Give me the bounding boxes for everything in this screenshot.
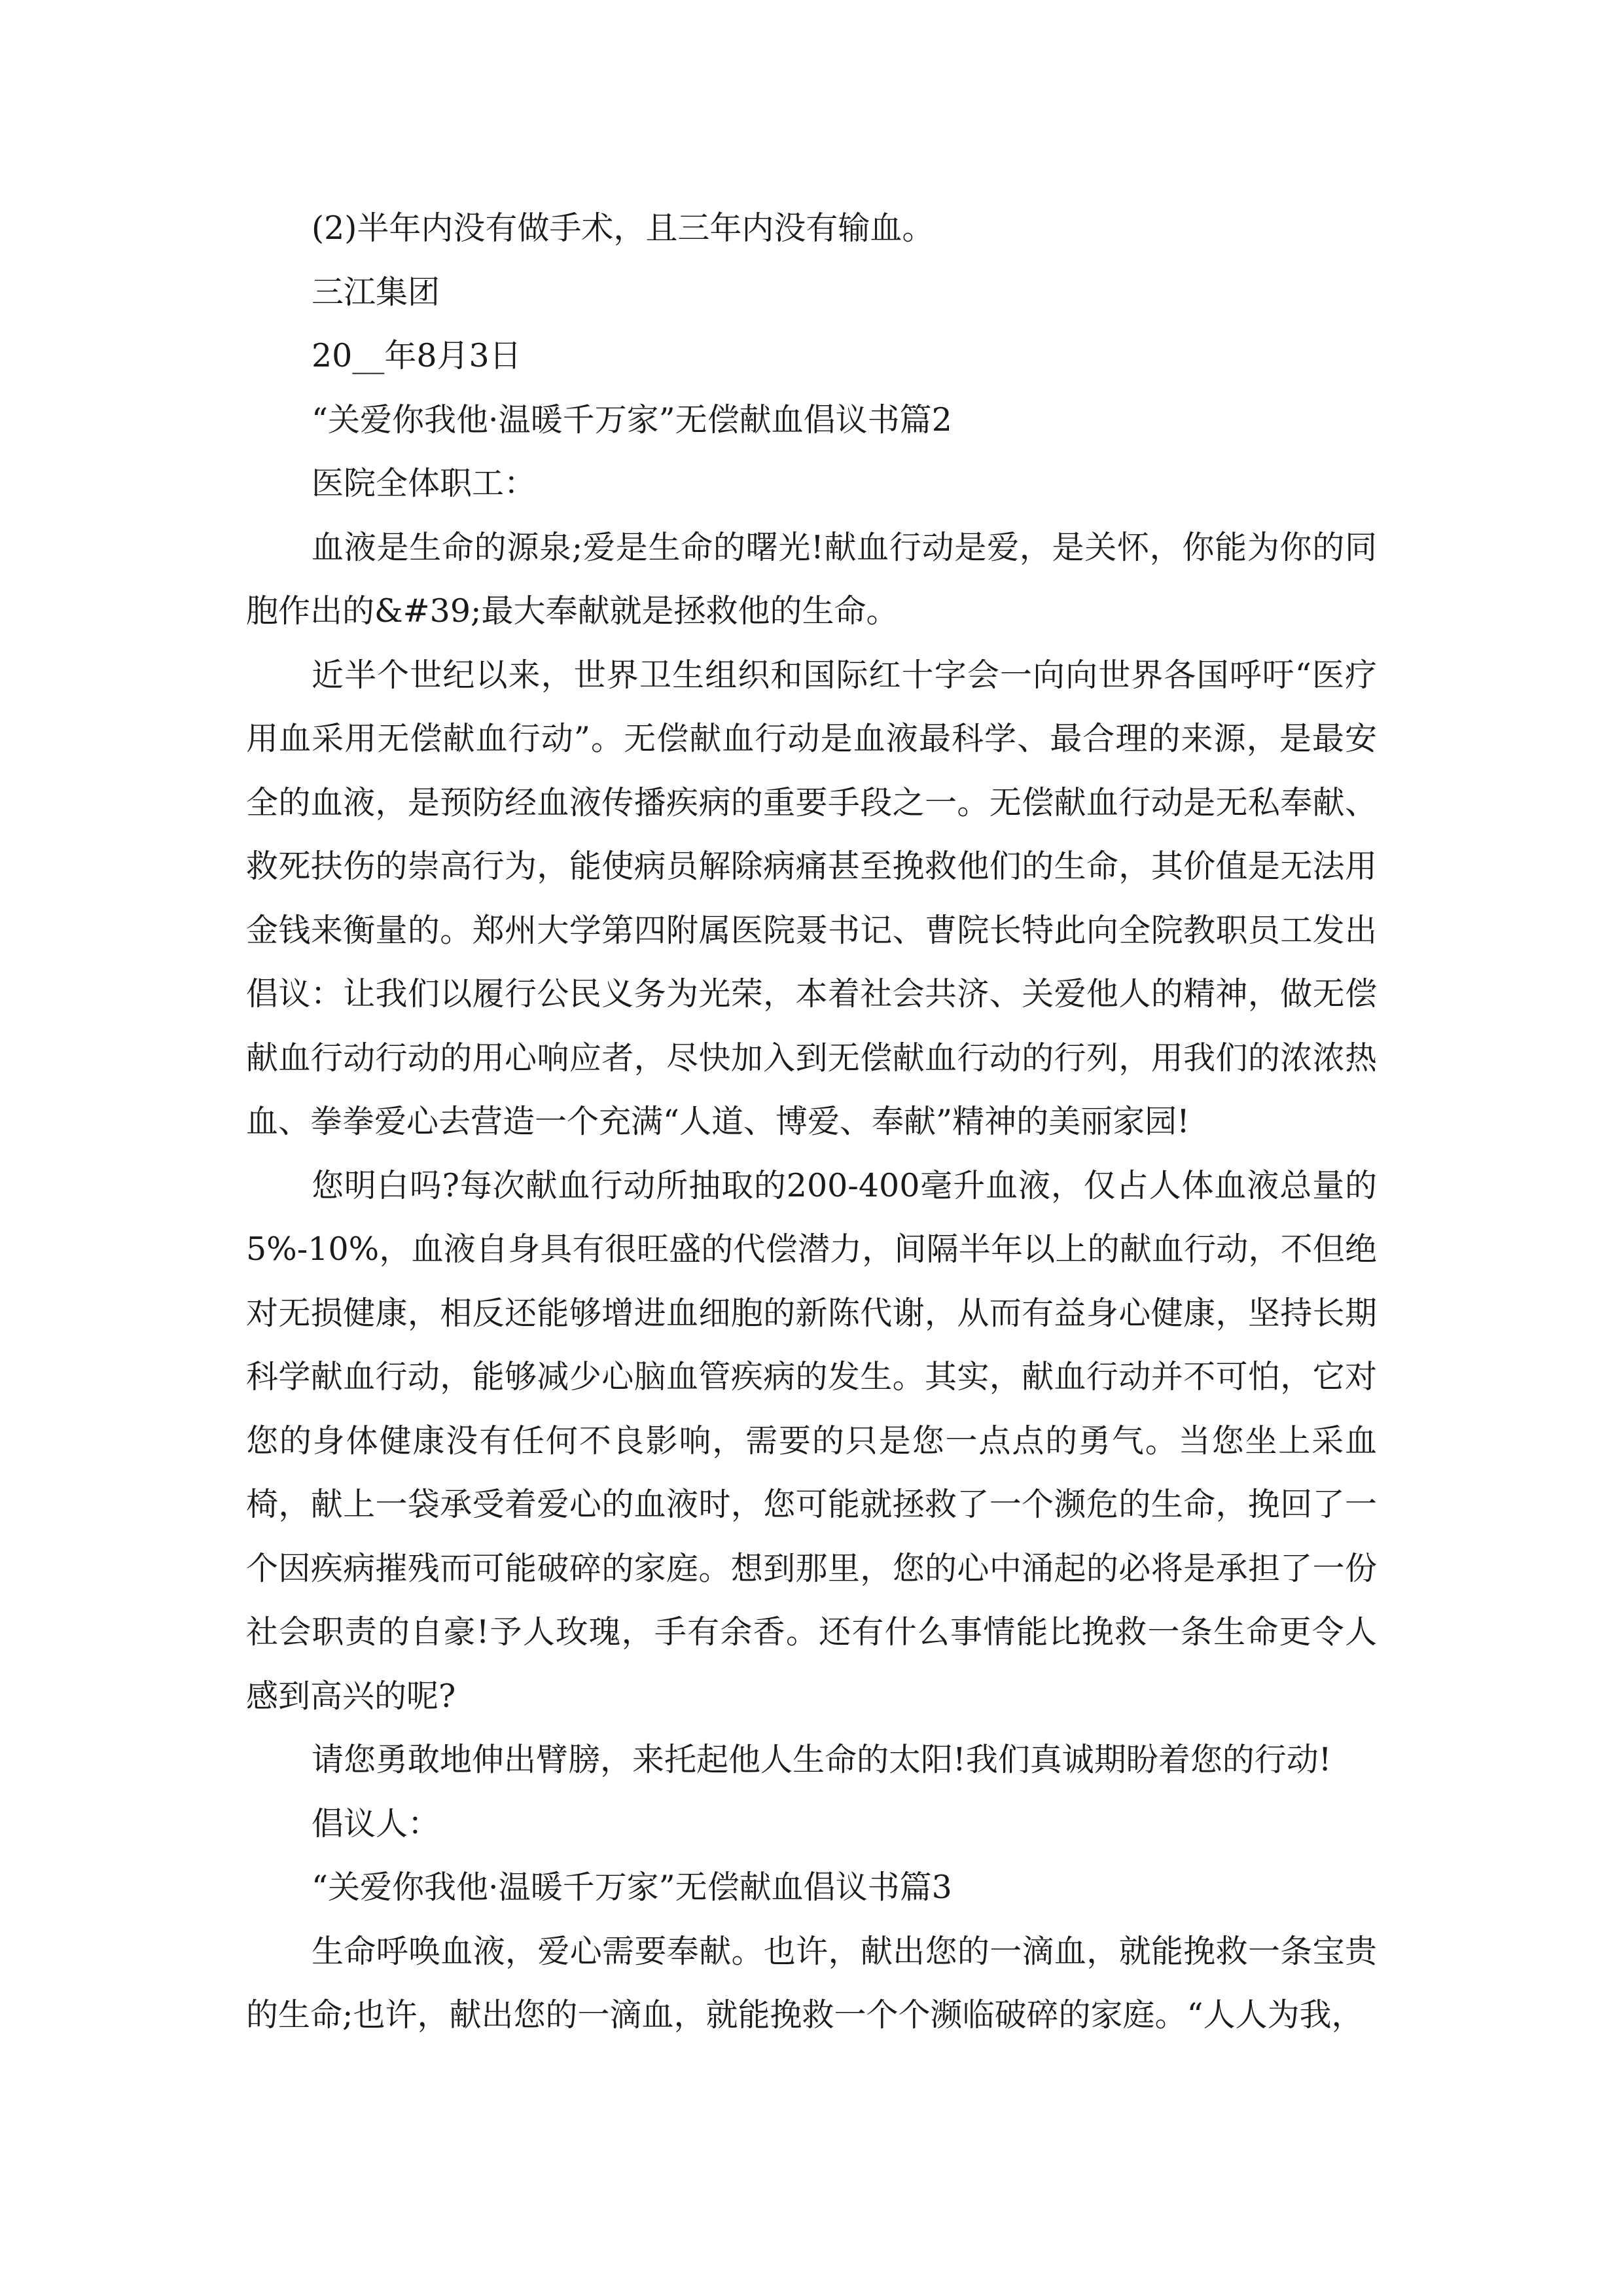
- requirement-line: (2)半年内没有做手术，且三年内没有输血。: [312, 209, 935, 247]
- signature-date: 20__年8月3日: [312, 337, 522, 374]
- section-heading-2: “关爱你我他·温暖千万家”无偿献血倡议书篇2: [312, 401, 952, 439]
- paragraph-intro: 血液是生命的源泉;爱是生命的曙光!献血行动是爱，是关怀，你能为你的同胞作出的&#39;最大奉献就是拯救他的生命。: [246, 528, 1377, 630]
- appeal-line: 请您勇敢地伸出臂膀，来托起他人生命的太阳!我们真诚期盼着您的行动!: [312, 1741, 1332, 1778]
- paragraph-background: 近半个世纪以来，世界卫生组织和国际红十字会一向向世界各国呼吁“医疗用血采用无偿献血行动”。无偿献血行动是血液最科学、最合理的来源，是最安全的血液，是预防经血液传播疾病的重要手段之一。无偿献血行动是无私奉献、救死扶伤的崇高行为，能使病员解除病痛甚至挽救他们的生命，其价值是无法用金钱来衡量的。郑州大学第四附属医院聂书记、曹院长特此向全院教职员工发出倡议：让我们以履行公民义务为光荣，本着社会共济、关爱他人的精神，做无偿献血行动行动的用心响应者，尽快加入到无偿献血行动的行列，用我们的浓浓热血、拳拳爱心去营造一个充满“人道、博爱、奉献”精神的美丽家园!: [246, 656, 1377, 1140]
- paragraph-health-facts: 您明白吗?每次献血行动所抽取的200-400毫升血液，仅占人体血液总量的5%-10%，血液自身具有很旺盛的代偿潜力，间隔半年以上的献血行动，不但绝对无损健康，相反还能够增进血细胞的新陈代谢，从而有益身心健康，坚持长期科学献血行动，能够减少心脑血管疾病的发生。其实，献血行动并不可怕，它对您的身体健康没有任何不良影响，需要的只是您一点点的勇气。当您坐上采血椅，献上一袋承受着爱心的血液时，您可能就拯救了一个濒危的生命，挽回了一个因疾病摧残而可能破碎的家庭。想到那里，您的心中涌起的必将是承担了一份社会职责的自豪!予人玫瑰，手有余香。还有什么事情能比挽救一条生命更令人感到高兴的呢?: [246, 1166, 1377, 1715]
- salutation: 医院全体职工：: [312, 465, 537, 502]
- document-body: [246, 196, 1377, 2047]
- section-heading-3: “关爱你我他·温暖千万家”无偿献血倡议书篇3: [312, 1869, 952, 1906]
- paragraph-section-3: 生命呼唤血液，爱心需要奉献。也许，献出您的一滴血，就能挽救一条宝贵的生命;也许，献出您的一滴血，就能挽救一个个濒临破碎的家庭。“人人为我，: [246, 1932, 1377, 2034]
- signature-organization: 三江集团: [312, 273, 440, 311]
- signer-line: 倡议人：: [312, 1804, 440, 1842]
